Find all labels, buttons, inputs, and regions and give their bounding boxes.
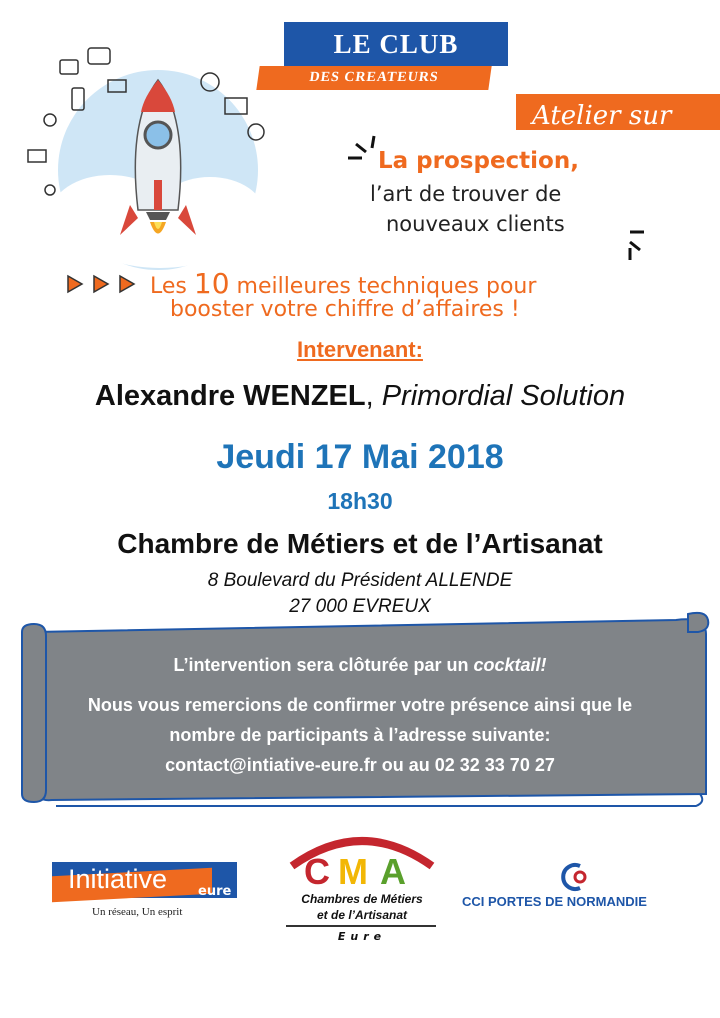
notice-contact: contact@intiative-eure.fr ou au 02 32 33 70 27 <box>165 755 555 775</box>
cci-portes-normandie-logo <box>462 862 692 922</box>
event-date: Jeudi 17 Mai 2018 <box>216 438 504 476</box>
speaker-heading: Intervenant: <box>297 337 423 362</box>
notice-line1 <box>40 650 680 680</box>
title-line3: nouveaux clients <box>386 212 565 236</box>
initiative-eure-logo <box>52 862 246 922</box>
speaker-line <box>0 380 720 413</box>
rocket-illustration <box>10 40 280 270</box>
event-address-line1: 8 Boulevard du Président ALLENDE <box>207 570 513 591</box>
speaker-name: Alexandre WENZEL <box>94 380 366 412</box>
event-venue: Chambre de Métiers et de l’Artisanat <box>117 528 603 559</box>
techniques-line2: booster votre chiffre d’affaires ! <box>170 297 520 322</box>
speaker-company: Primordial Solution <box>381 380 626 412</box>
cma-caption3: Eure <box>337 930 387 943</box>
cma-divider <box>286 925 436 927</box>
initiative-logo-word: Initiative <box>68 864 168 894</box>
club-createurs-logo <box>258 22 508 92</box>
techniques-prefix: Les <box>150 274 194 299</box>
cci-emblem-icon <box>558 862 592 892</box>
title-line2: l’art de trouver de <box>370 182 562 206</box>
techniques-line1 <box>150 267 536 300</box>
notice-text <box>40 650 680 780</box>
notice-line1-start: L’intervention sera clôturée par un <box>173 655 474 675</box>
club-logo-line1: LE CLUB <box>284 22 508 66</box>
initiative-logo-eure: eure <box>198 884 232 899</box>
notice-line3: nombre de participants à l’adresse suivante: <box>169 725 551 745</box>
title-line1: La prospection, <box>378 148 579 174</box>
techniques-line1-rest: meilleures techniques pour <box>229 274 537 299</box>
event-address-line2: 27 000 EVREUX <box>289 596 431 617</box>
cma-caption2: et de l’Artisanat <box>316 908 408 922</box>
svg-text:C: C <box>304 851 330 892</box>
speaker-separator: , <box>365 380 382 412</box>
svg-text:M: M <box>338 851 368 892</box>
atelier-banner: Atelier sur <box>516 94 720 130</box>
club-logo-line2: DES CREATEURS <box>256 66 491 90</box>
techniques-number: 10 <box>193 267 230 300</box>
cma-caption1: Chambres de Métiers <box>301 892 423 906</box>
notice-line2: Nous vous remercions de confirmer votre présence ainsi que le <box>87 695 633 715</box>
svg-text:A: A <box>380 851 406 892</box>
triple-arrow-icon <box>66 274 144 294</box>
event-time: 18h30 <box>327 488 393 514</box>
accent-lines-icon <box>622 226 662 266</box>
notice-cocktail: cocktail! <box>473 655 547 675</box>
initiative-logo-tagline: Un réseau, Un esprit <box>92 906 183 918</box>
cma-emblem <box>282 826 442 892</box>
cma-eure-logo <box>282 826 442 946</box>
cci-label: CCI PORTES DE NORMANDIE <box>462 894 647 909</box>
